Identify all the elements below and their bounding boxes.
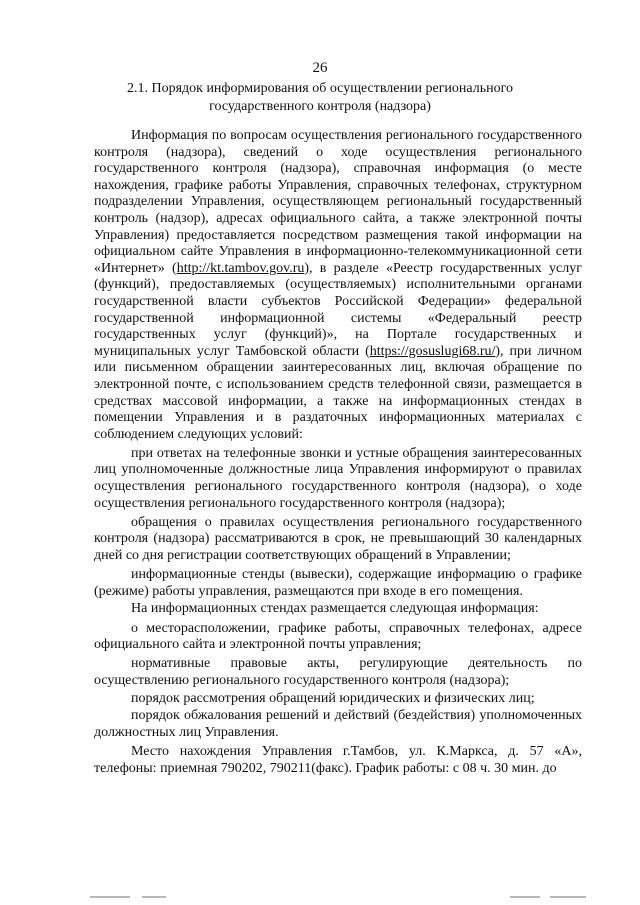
- paragraph-stand-contents-intro: На информационных стендах размещается следующая информация:: [131, 601, 539, 617]
- paragraph-location-contacts: о месторасположении, графике работы, справочных телефонах, адресе официального сайта и электронной почты управления;: [94, 620, 582, 653]
- paragraph-appeals-procedure: порядок рассмотрения обращений юридических и физических лиц;: [131, 690, 535, 706]
- official-site-link[interactable]: http://kt.tambov.gov.ru: [176, 260, 305, 276]
- paragraph-appeals-deadline: обращения о правилах осуществления регионального государственного контроля (надзора) рассматриваются в срок, не превышающий 30 календарных дней со дня регистрации соответствующих обращений в Управлении;: [94, 514, 582, 564]
- paragraph-office-location: Место нахождения Управления г.Тамбов, ул. К.Маркса, д. 57 «А», телефоны: приемная 790202, 790211(факс). График работы: с 08 ч. 30 мин. до: [94, 743, 582, 776]
- paragraph-complaints-procedure: порядок обжалования решений и действий (бездействия) уполномоченных должностных лиц Управления.: [94, 708, 582, 740]
- section-heading-line-1: 2.1. Порядок информирования об осуществлении регионального: [126, 81, 514, 96]
- paragraph-text: ), в разделе «Реестр государственных услуг (функций), предоставляемых (осуществляемых) исполнительными органами государственной власти субъектов Российской Федерации» федеральной государственной информационной системы «Федеральный реестр государственных услуг (функций)», на Портале государственных и муниципальных услуг Тамбовской области (: [94, 260, 582, 359]
- section-heading-line-2: государственного контроля (надзора): [209, 99, 431, 114]
- section-heading: [100, 80, 540, 116]
- paragraph-text: Информация по вопросам осуществления регионального государственного контроля (надзора), сведений о ходе осуществления регионального государственного контроля (надзора), справочная информация (о месте нахождения, графике работы Управления, справочных телефонах, структурном подразделении Управления, осуществляющем региональный государственный контроль (надзор), адресах официального сайта, а также электронной почты Управления) предоставляется посредством размещения такой информации на официальном сайте Управления в информационно-телекоммуникационной сети «Интернет» (: [94, 128, 582, 276]
- paragraph-info-stands: информационные стенды (вывески), содержащие информацию о графике (режиме) работы управления, размещаются при входе в его помещения.: [94, 567, 582, 599]
- page-edge-marks: [90, 896, 590, 899]
- paragraph-phone-answers: при ответах на телефонные звонки и устные обращения заинтересованных лиц уполномоченные должностные лица Управления информируют о правилах осуществления регионального государственного контроля (надзора), о ходе осуществления регионального государственного контроля (надзора);: [94, 445, 582, 511]
- gosuslugi-portal-link[interactable]: https://gosuslugi68.ru/: [369, 343, 496, 359]
- page-number: 26: [312, 60, 328, 76]
- paragraph-normative-acts: нормативные правовые акты, регулирующие деятельность по осуществлению регионального государственного контроля (надзора);: [94, 656, 582, 688]
- document-body: [94, 128, 582, 780]
- paragraph-text: ), при личном или письменном обращении заинтересованных лиц, включая обращение по электронной почте, с использованием средств телефонной связи, размещается в средствах массовой информации, а также на информационных стендах в помещении Управления и в раздаточных информационных материалах с соблюдением следующих условий:: [94, 343, 582, 442]
- paragraph-information-channels: [94, 128, 582, 443]
